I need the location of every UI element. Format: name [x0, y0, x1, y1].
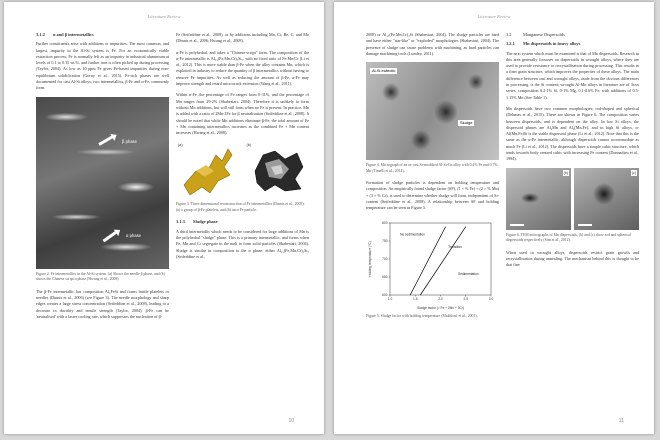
page-number: 10: [288, 418, 294, 424]
y-tick-label: 600: [382, 292, 388, 297]
alpha-particle-image: [245, 141, 309, 199]
paragraph: When used in wrought alloys, dispersoids restrict grain growth and recrystallisation during annealing. The mechanism behind this is thought to be that fine: [506, 249, 639, 268]
figure-tem-micrographs: [506, 168, 639, 230]
eutectic-label: Al-Si eutectic: [372, 68, 396, 74]
figure-3d-reconstruction: [176, 141, 309, 199]
x-tick-label: 3.0: [488, 296, 494, 301]
beta-platelets-image: [176, 141, 240, 199]
paragraph: Within α-Fe, the percentage of Fe ranges from 0-31%, and the percentage of Mn ranges from 29-2% (Shabestari, 2004). Therefore it is unlikely to form without Mn additions, but will still form when no Fe is present. In practice, Mn is added with a ratio of 2Mn:1Fe for β neutralisation (Seifeddine et al., 2008). It should be noted that while Mn additions eliminate β-Fe, the total amount of Fe + Mn containing intermetallics increases as the combined Fe + Mn content increases (Hwang et al., 2008).: [176, 92, 309, 136]
figure-panel-b: (b): [245, 141, 310, 199]
figure-sludge-factor-chart: [366, 217, 499, 311]
arrow-icon: [98, 135, 113, 146]
paragraph: Mn dispersoids have two common morphologies; rod-shaped and spherical (Dehmas et al., 2015). These are shown in Figure 6. The composition varies between dispersoids, and is dependent on the alloy. In low Si alloys, the dispersoid phases are Al₆Mn and Al₆(Mn,Fe), and in high Si alloys, α-Al(Mn,Fe)Si is the stable dispersoid phase (Li et al., 2012). Note that this is the same as the α-Fe intermetallic, although dispersoids cannot accommodate as much Fe (Li et al., 2012). The dispersoids have a simple cubic structure, which tends towards body centred cubic with increasing Fe content (Donnadieu et al., 1994).: [506, 105, 639, 162]
left-page: [4, 2, 324, 434]
alpha-phase-label: α phase: [126, 232, 141, 238]
tem-rod-image: (b): [506, 168, 571, 230]
scale-bar: [578, 224, 592, 226]
paragraph: Fe (Seifeddine et al., 2008), or by additions including Mn, Cr, Be, C, and Mo (Dinnis et al., 2006; Hwang et al., 2008).: [176, 32, 309, 44]
section-heading: 3.1.2 α and β intermetallics: [36, 32, 94, 37]
paragraph: Formation of sludge particles is dependent on holding temperature and composition. An empirically found sludge factor (SF), (1 × % Fe) + (2 × % Mn) + (3 × % Cr), is used to determine whether sludge will form, independent of Si-content (Seifeddine et al., 2008). A relationship between SF and holding temperature can be seen in Figure 5.: [366, 180, 499, 211]
figure-caption: Figure 6. TEM micrographs of Mn dispersoids, (b) and (c) show rod and spherical dispersoids respectively (Sim et al., 2012).: [506, 232, 631, 243]
right-column-2: [506, 32, 639, 274]
beta-phase-label: β phase: [122, 138, 137, 144]
y-tick-label: 650: [382, 274, 388, 279]
figure-sludge-micrograph: [366, 62, 499, 160]
scale-bar: [510, 224, 524, 226]
chart-annotation: No sedimentation: [400, 232, 425, 237]
x-tick-label: 1.0: [387, 296, 393, 301]
paragraph: The β-Fe intermetallic has composition Al₅FeSi and forms brittle platelets or needles (Dinnis et al., 2006) (see Figure 3). The needle morphology and sharp edges creates a large stress concentration (Seifeddine et al., 2008), leading to a decrease in ductility and tensile strength (Taylor, 2004). β-Fe can be 'neutralised' with a faster cooling rate, which suppresses the nucleation of β-: [36, 288, 169, 319]
right-column-1: [366, 32, 499, 325]
right-page: [334, 2, 654, 434]
left-column-1: [36, 32, 169, 325]
chart-annotation: Sedimentation: [458, 271, 479, 276]
page-number: 11: [618, 418, 624, 424]
x-tick-label: 2.0: [438, 296, 443, 301]
chart: [366, 217, 499, 311]
series-line: [420, 226, 466, 294]
figure-caption: Figure 5. Sludge factor with holding temperature (Makhlouf et al., 2001).: [366, 313, 478, 318]
figure-caption: Figure 2. Fe intermetallics in the Al-Si system, (a) Shows the needle β phase, and (b) shows the Chinese script α phase (Hwang et al., 2008).: [36, 271, 165, 282]
left-column-2: [176, 32, 309, 265]
x-tick-label: 1.5: [413, 296, 418, 301]
subsection-heading: 3.2.1 Mn dispersoids in heavy alloys: [506, 41, 581, 47]
figure-caption: Figure 3. Three dimensional reconstruction of Fe intermetallics (Dinnis et al., 2005): (a) a group of β-Fe platelets, and (b) an α-Fe particle.: [176, 202, 305, 212]
figure-fe-intermetallics-micrograph: [36, 97, 169, 269]
subsection-heading: 3.1.3 Sludge phase: [176, 219, 218, 225]
paragraph: A third intermetallic which needs to be considered for large additions of Mn is the polyhedral "sludge" phase. This is a primary intermetallic, and forms when Fe, Mn and Cr segregate in the melt to form solid particles (Shabestari, 2004). Sludge is similar in composition to the α phase: either Al₁₅(Fe,Mn,Cr)₃Si₂ (Seifeddine et al.,: [176, 228, 309, 259]
paragraph: 2008) or Al₁₂(Fe,Mn,Cr)₃Si (Shabestari, 2004). The sludge particles are hard and have either "star-like" or "exploded" morphologies (Shabestari, 2004). The presence of sludge can cause problems with machining, as hard particles can damage machining tools (Lumley, 2011).: [366, 32, 499, 56]
sludge-label: Sludge: [460, 120, 473, 126]
section-heading: 3.2 Manganese Dispersoids: [506, 32, 565, 37]
x-tick-label: 2.5: [463, 296, 468, 301]
paragraph: Further constituents arise with additions or impurities. The most common, and largest, impurity in the Al-Si system is Fe. For an economically viable extraction process, Fe is normally left as an impurity in industrial aluminium at levels of 0.1 to 0.15 wt.%, and further iron is often picked up during processing (Taylor, 2004). As low as 10 ppm Fe gives Fe-based impurities during non-equilibrium solidification (Gorny et al., 2015). Fe-rich phases are well documented for cast Al-Si alloys; two intermetallics, β-Fe and α-Fe, commonly form.: [36, 41, 169, 91]
y-tick-label: 800: [382, 220, 388, 225]
paragraph: α-Fe is polyhedral, and takes a "Chinese-script" form. The composition of the α-Fe intermetallic is Al₁₅(Fe,Mn,Cr)₃Si₂, with no fixed ratio of Fe:Mn/Cr (Li et al., 2012). This is more stable than β-Fe when the alloy contains Mn, which is exploited in industry to reduce the quantity of β intermetallics without having to remove Fe impurities. As well as reducing the amount of β-Fe, α-Fe may improve strength and retard microcrack extension (Wang et al., 2011).: [176, 49, 309, 87]
y-tick-label: 700: [382, 256, 388, 261]
y-tick-label: 750: [382, 238, 388, 243]
x-axis-label: Sludge factor (= Fe + 2Mn + 3Cr): [417, 305, 464, 310]
tem-spherical-image: (c): [574, 168, 639, 230]
figure-caption: Figure 4. Micrograph of an as-cast Sr-modified Al-Si-Cu alloy with 0.4% Fe and 0.7% Mn (Timelli et al., 2014).: [366, 163, 498, 173]
running-head: Literature Review: [477, 14, 511, 19]
paragraph: The next system which must be examined is that of Mn dispersoids. Research in this area generally focusses on dispersoids in wrought alloys, where they are used to provide resistance to recrystallisation during processing. This results in a finer grain structure, which improves the properties of these alloys. The main difference between cast and wrought alloys, aside from the obvious differences in processing, is the Si content; wrought Al-Mn alloys in literature are of 3xxx series, composition 0.2-1% Si, 0-1% Mg, 0.1-0.6% Fe, with additions of 0.5-1.15% Mn (See Table 1).: [506, 50, 639, 100]
chart-annotation: Transition: [448, 244, 462, 249]
figure-panel-a: (a): [176, 141, 241, 199]
y-axis-label: Holding temperature (°C): [368, 240, 372, 277]
arrow-icon: [103, 230, 118, 242]
running-head: Literature Review: [147, 14, 181, 19]
series-line: [410, 226, 445, 294]
